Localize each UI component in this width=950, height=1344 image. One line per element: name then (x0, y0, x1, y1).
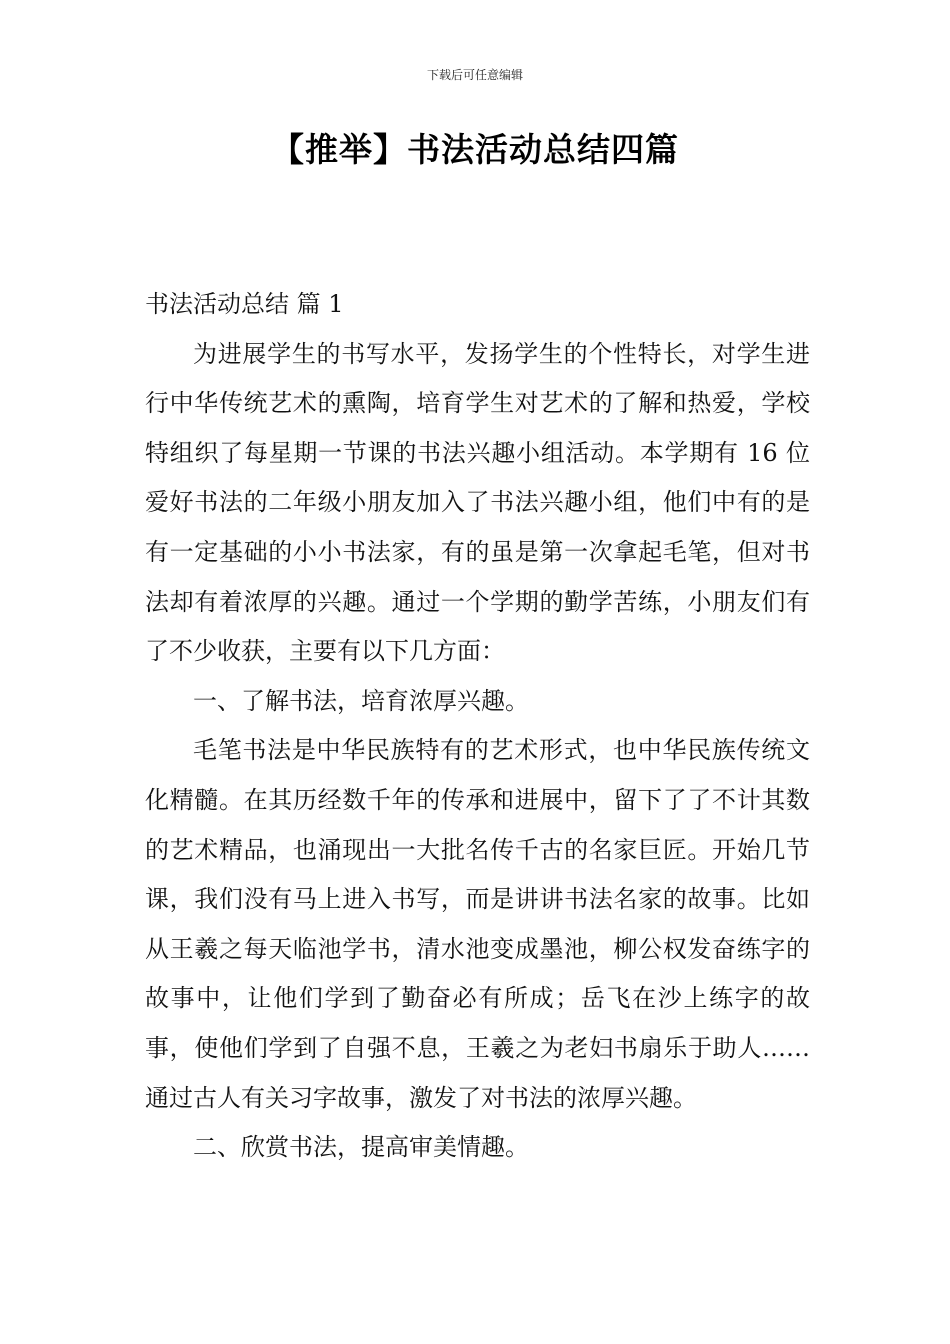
subheading-paragraph: 一、了解书法，培育浓厚兴趣。 (193, 686, 529, 715)
paragraph: 毛笔书法是中华民族特有的艺术形式，也中华民族传统文化精髓。在其历经数千年的传承和进展中，留下了了不计其数的艺术精品，也涌现出一大批名传千古的名家巨匠。开始几节课，我们没有马上进入书写，而是讲讲书法名家的故事。比如从王羲之每天临池学书，清水池变成墨池，柳公权发奋练字的故事中，让他们学到了勤奋必有所成；岳飞在沙上练字的故事，使他们学到了自强不息，王羲之为老妇书扇乐于助人…… 通过古人有关习字故事，激发了对书法的浓厚兴趣。 (145, 736, 810, 1112)
subheading-paragraph: 二、欣赏书法，提高审美情趣。 (193, 1133, 529, 1162)
header-note: 下载后可任意编辑 (426, 68, 523, 82)
document-body (145, 280, 810, 1173)
document-title: 【推举】书法活动总结四篇 (271, 130, 679, 169)
section-heading: 书法活动总结 篇 1 (145, 290, 344, 318)
paragraph: 为进展学生的书写水平，发扬学生的个性特长，对学生进行中华传统艺术的熏陶，培育学生对艺术的了解和热爱，学校特组织了每星期一节课的书法兴趣小组活动。本学期有 16 位爱好书法的二年级小朋友加入了书法兴趣小组，他们中有的是有一定基础的小小书法家，有的虽是第一次拿起毛笔，但对书法却有着浓厚的兴趣。通过一个学期的勤学苦练，小朋友们有了不少收获，主要有以下几方面： (145, 339, 810, 666)
